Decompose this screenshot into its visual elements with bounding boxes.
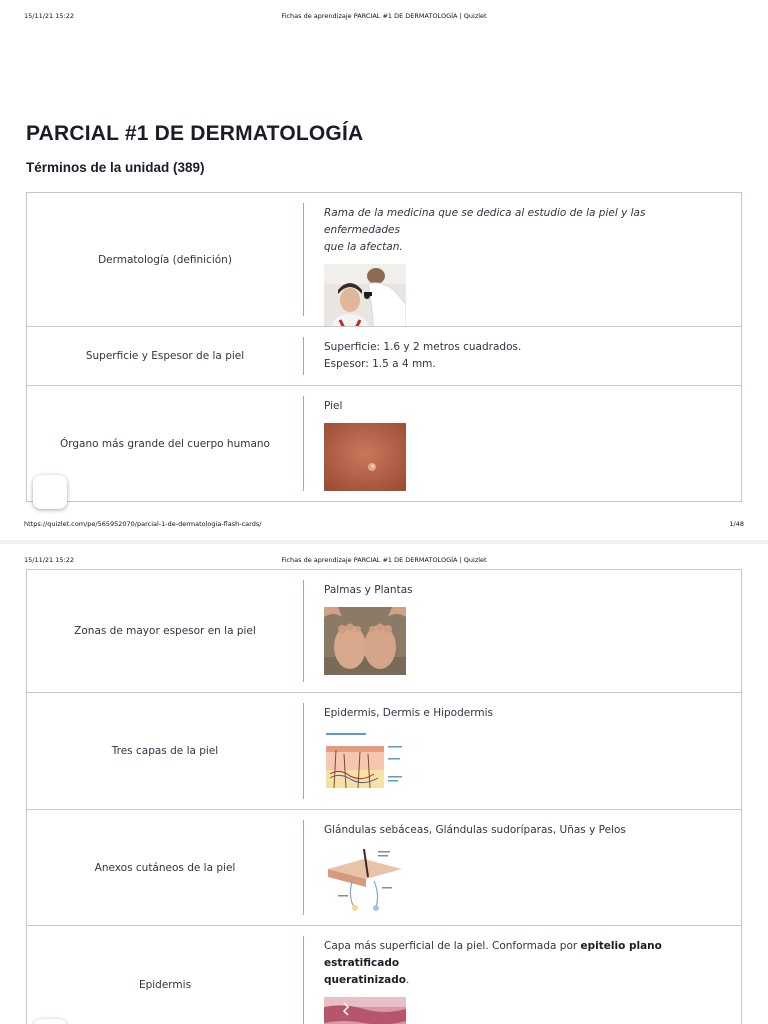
card-divider — [303, 396, 304, 491]
definition-line: Epidermis, Dermis e Hipodermis — [324, 707, 493, 719]
card-term: Anexos cutáneos de la piel — [94, 861, 236, 874]
flashcard-row — [26, 809, 742, 926]
skin-closeup-photo — [324, 423, 406, 491]
definition-line: Superficie: 1.6 y 2 metros cuadrados. — [324, 341, 522, 353]
flashcard-row — [26, 692, 742, 810]
print-page-2 — [0, 544, 768, 1024]
terms-count-heading: Términos de la unidad (389) — [26, 160, 205, 175]
definition-bold: epitelio plano estratificado — [324, 940, 662, 969]
card-divider — [303, 820, 304, 915]
card-term: Dermatología (definición) — [98, 253, 232, 266]
floating-action-button[interactable] — [33, 1019, 67, 1024]
card-definition — [324, 339, 711, 373]
card-term: Zonas de mayor espesor en la piel — [74, 625, 256, 637]
definition-line: Espesor: 1.5 a 4 mm. — [324, 358, 436, 370]
flashcard-row — [26, 192, 742, 327]
definition-line: Piel — [324, 400, 343, 412]
definition-line: Palmas y Plantas — [324, 584, 413, 596]
definition-line: Rama de la medicina que se dedica al estudio de la piel y las enfermedades — [324, 207, 646, 236]
doctor-examining-patient-photo — [324, 264, 406, 332]
card-divider — [303, 203, 304, 316]
print-title: Fichas de aprendizaje PARCIAL #1 DE DERMATOLOGÍA | Quizlet — [281, 12, 487, 20]
card-divider — [303, 580, 304, 682]
skin-appendages-diagram — [324, 847, 406, 915]
print-title: Fichas de aprendizaje PARCIAL #1 DE DERMATOLOGÍA | Quizlet — [281, 556, 487, 564]
flashcard-row — [26, 569, 742, 693]
definition-line: que la afectan. — [324, 241, 403, 253]
definition-line: Glándulas sebáceas, Glándulas sudoríparas, Uñas y Pelos — [324, 824, 626, 836]
print-date: 15/11/21 15:22 — [24, 556, 74, 564]
definition-text: Capa más superficial de la piel. Conformada por — [324, 940, 581, 952]
definition-bold: queratinizado — [324, 974, 406, 986]
skin-layers-diagram — [324, 730, 406, 798]
flashcard-row — [26, 925, 742, 1024]
card-divider — [303, 703, 304, 799]
card-term: Epidermis — [138, 979, 192, 991]
print-url: https://quizlet.com/pe/565952070/parcial-1-de-dermatologia-flash-cards/ — [24, 520, 262, 528]
epidermis-histology-photo — [324, 997, 406, 1024]
card-divider — [303, 337, 304, 375]
card-definition — [324, 705, 711, 798]
card-definition — [324, 822, 711, 915]
card-definition — [324, 205, 711, 332]
card-definition — [324, 938, 711, 1024]
card-definition — [324, 398, 711, 491]
print-page-number: 1/48 — [729, 520, 744, 528]
print-date: 15/11/21 15:22 — [24, 12, 74, 20]
card-term: Órgano más grande del cuerpo humano — [60, 437, 270, 450]
print-header — [24, 12, 744, 22]
flashcard-row — [26, 385, 742, 502]
card-term: Superficie y Espesor de la piel — [85, 350, 245, 362]
print-header — [24, 556, 744, 566]
feet-soles-photo — [324, 607, 406, 675]
card-definition — [324, 582, 711, 675]
definition-text: . — [406, 974, 410, 986]
card-term: Tres capas de la piel — [111, 745, 219, 757]
floating-action-button[interactable] — [33, 475, 67, 509]
card-divider — [303, 936, 304, 1024]
page-title: PARCIAL #1 DE DERMATOLOGÍA — [26, 122, 364, 145]
flashcard-row — [26, 326, 742, 386]
print-footer — [24, 520, 744, 530]
